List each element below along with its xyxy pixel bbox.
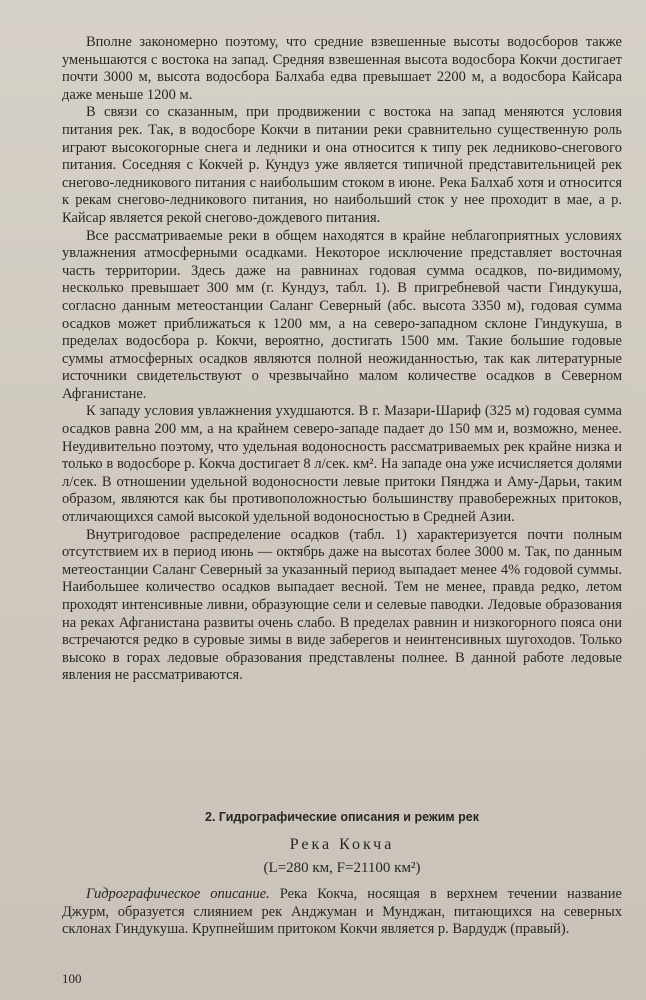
section-heading: 2. Гидрографические описания и режим рек [205, 810, 479, 824]
paragraph: К западу условия увлажнения ухудшаются. В г. Мазари-Шариф (325 м) годовая сумма осадков равна 200 мм, а на крайнем северо-западе падает до 150 мм и, возможно, менее. Неудивительно поэтому, что удельная водоносность рассматриваемых рек крайне низка и только в водосборе р. Кокча достигает 8 л/сек. км². На западе она уже исчисляется долями л/сек. В отношении удельной водоносности левые притоки Пянджа и Аму-Дарьи, таким образом, являются как бы противоположностью большинству правобережных притоков, отличающихся самой высокой удельной водоносностью в Средней Азии. [62, 403, 622, 526]
hydrographic-description-paragraph [62, 886, 622, 939]
river-title: Река Кокча [289, 836, 395, 853]
page-number: 100 [62, 971, 82, 986]
paragraph: Все рассматриваемые реки в общем находятся в крайне неблагоприятных условиях увлажнения атмосферными осадками. Некоторое исключение представляет восточная часть территории. Здесь даже на равнинах годовая сумма осадков, по-видимому, несколько превышает 300 мм (г. Кундуз, табл. 1). В пригребневой части Гиндукуша, согласно данным метеостанции Саланг Северный (абс. высота 3350 м), годовая сумма осадков может приближаться к 1200 мм, а на северо-западном склоне Гиндукуша, в пределах водосбора р. Кокчи, вероятно, достигать 1500 мм. Такие большие годовые суммы атмосферных осадков являются полной неожиданностью, так как литературные источники свидетельствуют о чрезвычайно малом количестве осадков в Северном Афганистане. [62, 227, 622, 402]
paragraph-text: Река Кокча, носящая в верхнем течении название Джурм, образуется слиянием рек Анджуман и Мунджан, питающихся на северных склонах Гиндукуша. Крупнейшим притоком Кокчи является р. Вардудж (правый). [62, 886, 622, 938]
paragraph: Внутригодовое распределение осадков (табл. 1) характеризуется почти полным отсутствием их в период июнь — октябрь даже на высотах более 3000 м. Так, по данным метеостанции Саланг Северный за указанный период выпадает менее 4% годовой суммы. Наибольшее количество осадков выпадает весной. Тем не менее, правда редко, летом проходят интенсивные ливни, образующие сели и селевые паводки. Ледовые образования на реках Афганистана развиты очень слабо. В пределах равнин и низкогорного пояса они встречаются редко в суровые зимы в виде заберегов и неинтенсивных шугоходов. Только высоко в горах ледовые образования представлены полнее. В данной работе ледовые явления не рассматриваются. [62, 526, 622, 684]
body-text [62, 34, 622, 685]
paragraph-lead: Гидрографическое описание. [86, 886, 270, 902]
paragraph: В связи со сказанным, при продвижении с востока на запад меняются условия питания рек. Так, в водосборе Кокчи в питании реки сравнительно существенную роль играют высокогорные снега и ледники и она относится к типу рек ледниково-снегового питания. Соседняя с Кокчей р. Кундуз уже является типичной представительницей рек снегово-ледникового питания с наибольшим стоком в июне. Река Балхаб хотя и относится к рекам снегово-ледникового питания, но наибольший сток у нее проходит в мае, а р. Кайсар является рекой снегово-дождевого питания. [62, 104, 622, 226]
paragraph: Вполне закономерно поэтому, что средние взвешенные высоты водосборов также уменьшаются с востока на запад. Средняя взвешенная высота водосбора Кокчи достигает почти 3000 м, высота водосбора Балхаба едва превышает 2200 м, а водосбора Кайсара даже меньше 1200 м. [62, 34, 622, 103]
river-parameters: (L=280 км, F=21100 км²) [263, 860, 421, 876]
